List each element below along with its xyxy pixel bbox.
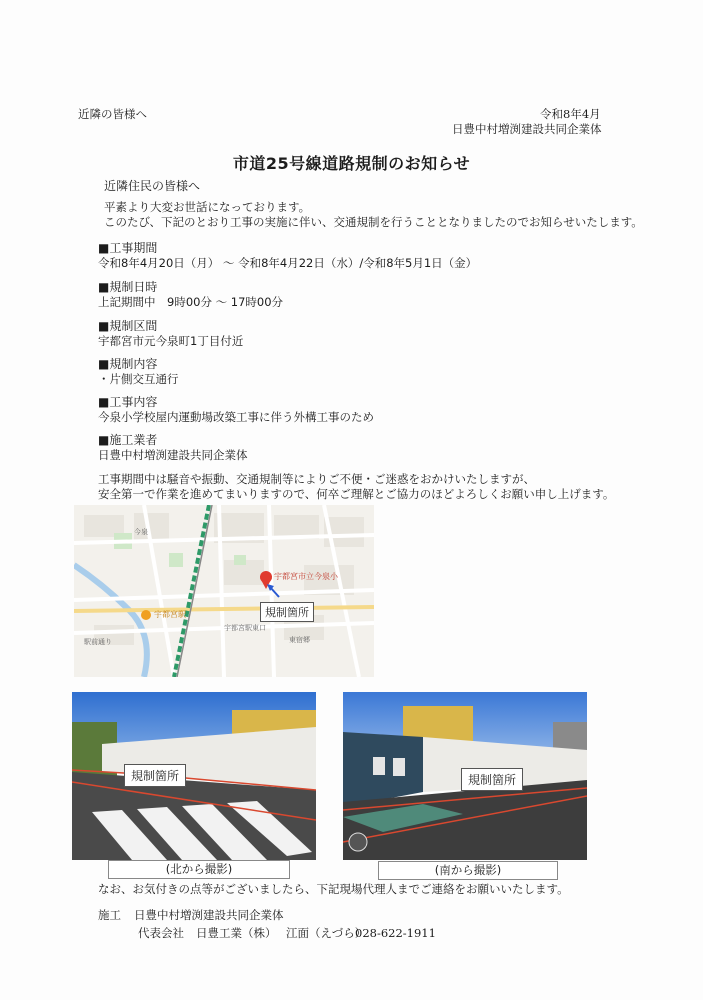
map-graphic bbox=[74, 505, 374, 677]
section-heading-time: ■規制日時 bbox=[98, 280, 158, 294]
contractor-rep-label: 代表会社 bbox=[138, 926, 184, 940]
map-marker-label: 規制箇所 bbox=[260, 602, 314, 622]
apology-line-1: 工事期間中は騒音や振動、交通規制等によりご不便・ご迷惑をおかけいたしますが、 bbox=[98, 472, 535, 486]
section-content-restriction: ・片側交互通行 bbox=[98, 372, 179, 386]
section-heading-area: ■規制区間 bbox=[98, 319, 158, 333]
map-area-label-4: 東宿郷 bbox=[289, 636, 310, 644]
map-area-label-2: 駅前通り bbox=[84, 638, 112, 646]
photo-south-marker-label: 規制箇所 bbox=[461, 768, 523, 791]
page-title: 市道25号線道路規制のお知らせ bbox=[232, 154, 471, 173]
photo-south-caption: (南から撮影) bbox=[378, 861, 558, 880]
intro-line-1: 平素より大変お世話になっております。 bbox=[104, 200, 311, 214]
location-map bbox=[74, 505, 374, 677]
section-heading-period: ■工事期間 bbox=[98, 241, 158, 255]
apology-line-2: 安全第一で作業を進めてまいりますので、何卒ご理解とご協力のほどよろしくお願い申し上げます。 bbox=[98, 487, 615, 501]
contractor-phone: 028-622-1911 bbox=[355, 926, 436, 940]
intro-line-2: このたび、下記のとおり工事の実施に伴い、交通規制を行うこととなりましたのでお知らせいたします。 bbox=[104, 215, 643, 229]
greeting: 近隣住民の皆様へ bbox=[104, 179, 201, 193]
section-content-work: 今泉小学校屋内運動場改築工事に伴う外構工事のため bbox=[98, 410, 374, 424]
photo-north-graphic bbox=[72, 692, 316, 860]
map-station-label: 宇都宮駅 bbox=[154, 610, 186, 619]
section-content-contractor: 日豊中村増渕建設共同企業体 bbox=[98, 448, 248, 462]
closing-text: なお、お気付きの点等がございましたら、下記現場代理人までご連絡をお願いいたします。 bbox=[98, 882, 569, 896]
contractor-name: 日豊中村増渕建設共同企業体 bbox=[134, 908, 284, 922]
photo-north-marker-label: 規制箇所 bbox=[124, 764, 186, 787]
section-heading-restriction: ■規制内容 bbox=[98, 357, 158, 371]
header-date: 令和8年4月 bbox=[540, 107, 601, 121]
photo-north bbox=[72, 692, 316, 860]
section-content-time: 上記期間中 9時00分 ～ 17時00分 bbox=[98, 295, 284, 309]
header-recipient: 近隣の皆様へ bbox=[78, 107, 147, 121]
header-issuer: 日豊中村増渕建設共同企業体 bbox=[452, 122, 602, 136]
photo-south bbox=[343, 692, 587, 860]
photo-north-caption: (北から撮影) bbox=[108, 860, 290, 879]
section-content-area: 宇都宮市元今泉町1丁目付近 bbox=[98, 334, 244, 348]
map-area-label-3: 宇都宮駅東口 bbox=[224, 624, 266, 632]
contractor-rep-company: 日豊工業（株） bbox=[196, 926, 277, 940]
section-content-period: 令和8年4月20日（月） ～ 令和8年4月22日（水）/令和8年5月1日（金） bbox=[98, 256, 478, 270]
map-area-label-1: 今泉 bbox=[134, 528, 148, 536]
contractor-agent: 江面（えづら） bbox=[286, 926, 367, 940]
contractor-label: 施工 bbox=[98, 908, 121, 922]
section-heading-contractor: ■施工業者 bbox=[98, 433, 158, 447]
section-heading-work: ■工事内容 bbox=[98, 395, 158, 409]
map-pin-label: 宇都宮市立今泉小 bbox=[274, 572, 338, 581]
